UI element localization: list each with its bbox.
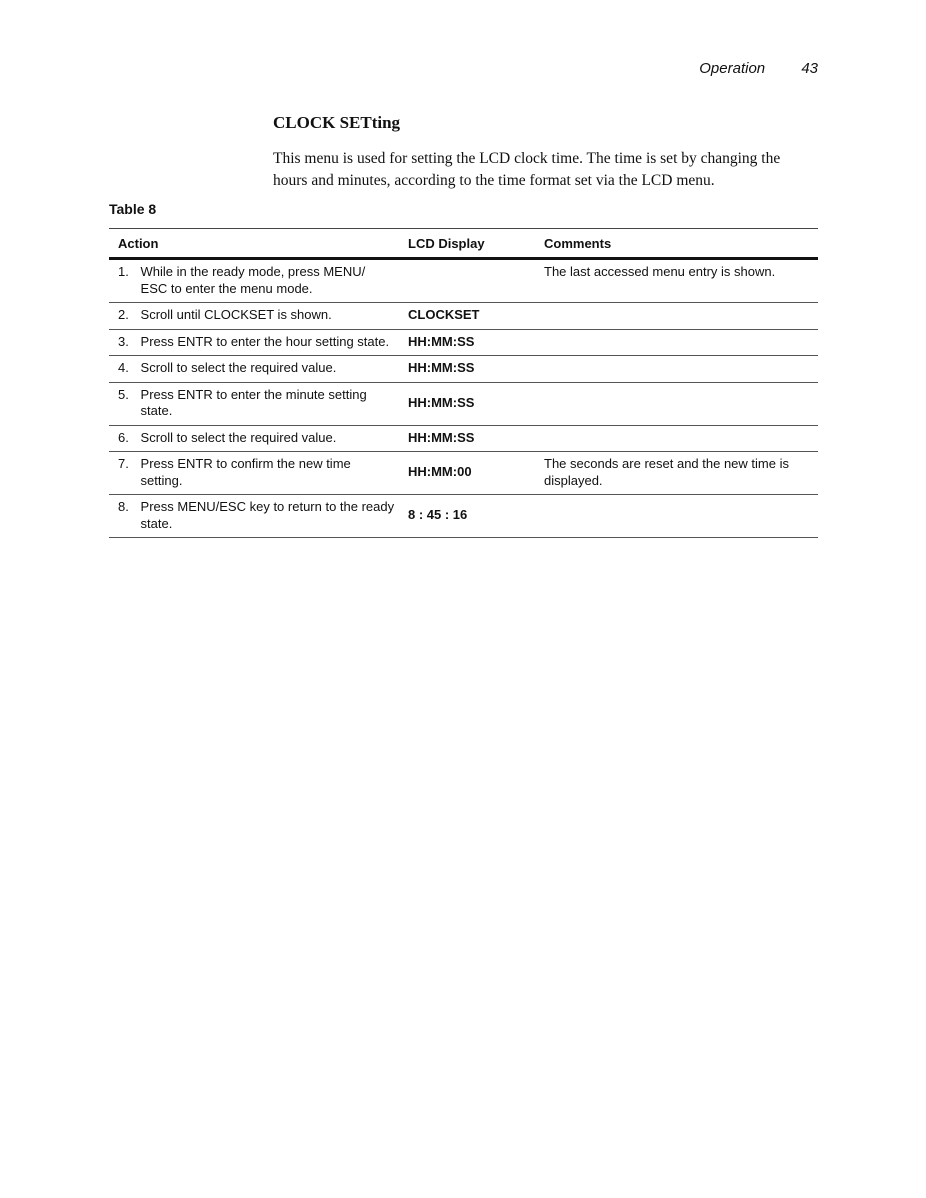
step-comment [535, 425, 818, 452]
step-action: Press ENTR to confirm the new time setting. [141, 452, 399, 495]
step-lcd-display: CLOCKSET [399, 303, 535, 330]
table-row [109, 303, 818, 330]
step-action: Press ENTR to enter the minute setting state. [141, 382, 399, 425]
step-number: 5. [109, 382, 141, 425]
step-comment [535, 495, 818, 538]
step-number: 3. [109, 329, 141, 356]
page-number: 43 [801, 60, 818, 77]
column-header-comments: Comments [535, 229, 818, 259]
clock-setting-table [109, 228, 818, 538]
column-header-action: Action [109, 229, 399, 259]
step-lcd-display: HH:MM:SS [399, 356, 535, 383]
step-lcd-display: HH:MM:SS [399, 329, 535, 356]
step-number: 1. [109, 259, 141, 303]
table-row [109, 382, 818, 425]
step-number: 2. [109, 303, 141, 330]
running-header [699, 60, 818, 77]
step-lcd-display: HH:MM:00 [399, 452, 535, 495]
step-comment [535, 329, 818, 356]
table-row [109, 329, 818, 356]
table-header-row [109, 229, 818, 259]
table-row [109, 452, 818, 495]
step-action: While in the ready mode, press MENU/ ESC to enter the menu mode. [141, 259, 399, 303]
table-row [109, 356, 818, 383]
column-header-lcd-display: LCD Display [399, 229, 535, 259]
step-number: 8. [109, 495, 141, 538]
header-section-name: Operation [699, 60, 766, 77]
step-comment [535, 356, 818, 383]
step-action: Scroll to select the required value. [141, 425, 399, 452]
step-action: Press MENU/ESC key to return to the ready state. [141, 495, 399, 538]
step-comment: The seconds are reset and the new time is displayed. [535, 452, 818, 495]
table-row [109, 425, 818, 452]
step-comment [535, 382, 818, 425]
step-number: 4. [109, 356, 141, 383]
step-number: 6. [109, 425, 141, 452]
step-lcd-display: HH:MM:SS [399, 425, 535, 452]
intro-paragraph: This menu is used for setting the LCD clock time. The time is set by changing the hours and minutes, according to the time format set via the LCD menu. [273, 150, 781, 189]
step-lcd-display [399, 259, 535, 303]
section-title: CLOCK SETting [273, 113, 401, 132]
step-action: Scroll to select the required value. [141, 356, 399, 383]
step-lcd-display: HH:MM:SS [399, 382, 535, 425]
step-number: 7. [109, 452, 141, 495]
step-comment: The last accessed menu entry is shown. [535, 259, 818, 303]
step-action: Scroll until CLOCKSET is shown. [141, 303, 399, 330]
table-row [109, 495, 818, 538]
step-comment [535, 303, 818, 330]
step-action: Press ENTR to enter the hour setting state. [141, 329, 399, 356]
table-caption: Table 8 [109, 201, 157, 217]
table-row [109, 259, 818, 303]
step-lcd-display: 8 : 45 : 16 [399, 495, 535, 538]
